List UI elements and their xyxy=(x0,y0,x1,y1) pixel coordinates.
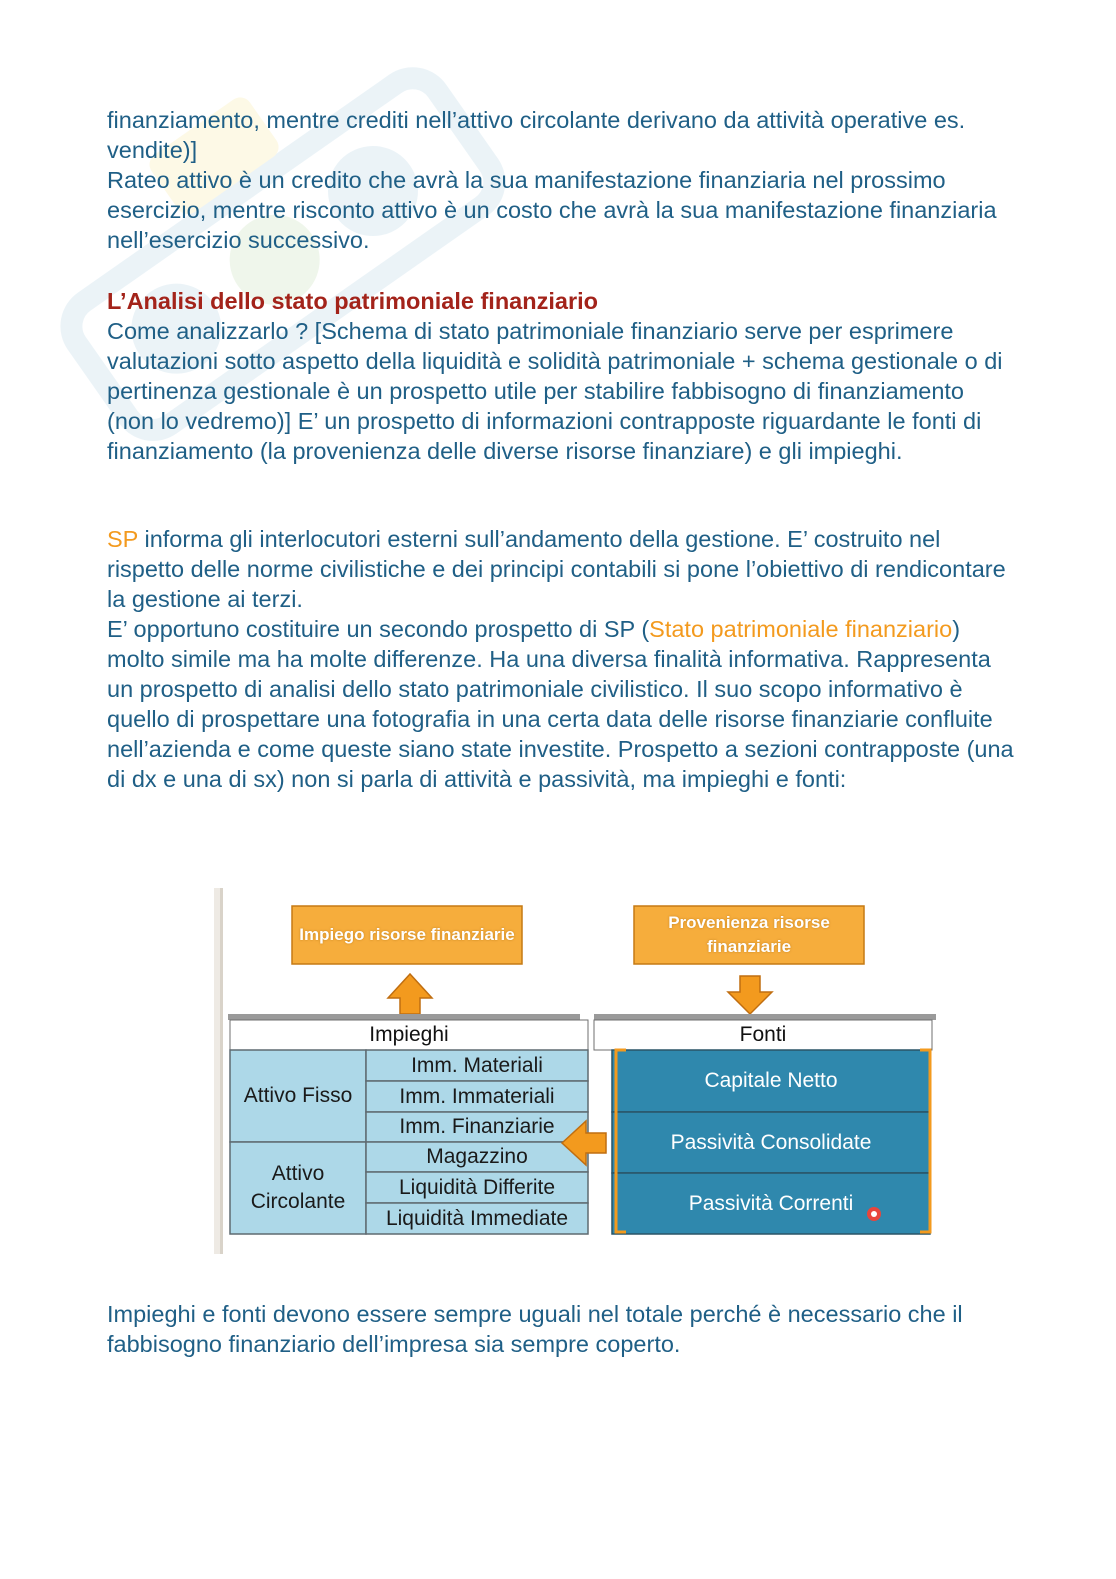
liquidita-differite-cell: Liquidità Differite xyxy=(398,1175,556,1199)
attivo-circolante-cell: Attivo Circolante xyxy=(250,1162,346,1213)
attivo-fisso-cell: Attivo Fisso xyxy=(243,1084,353,1107)
impieghi-header: Impieghi xyxy=(369,1023,449,1046)
impieghi-fonti-diagram xyxy=(214,888,938,1254)
paragraph-come-analizzarlo: Come analizzarlo ? [Schema di stato patrimoniale finanziario serve per esprimere valutazioni sotto aspetto della liquidità e solidità patrimoniale + schema gestionale o di pertinenza gestionale è un prospetto utile per stabilire fabbisogno di finanziamento (non lo vedremo)] E’ un prospetto di informazioni contrapposte riguardante le fonti di finanziamento (la provenienza delle diverse risorse finanziare) e gli impieghi. xyxy=(107,318,1003,464)
arrow-down-icon xyxy=(728,976,772,1014)
intro-paragraphs xyxy=(107,105,1017,255)
imm-finanziarie-cell: Imm. Finanziarie xyxy=(399,1115,555,1138)
passivita-correnti-cell: Passività Correnti xyxy=(688,1191,854,1215)
stato-patrimoniale-highlight: Stato patrimoniale finanziario xyxy=(649,616,953,642)
passivita-consolidate-cell: Passività Consolidate xyxy=(670,1130,872,1154)
paragraph-sp xyxy=(107,524,1017,614)
section-sp xyxy=(107,524,1017,794)
section-analisi xyxy=(107,286,1017,466)
magazzino-cell: Magazzino xyxy=(426,1145,528,1168)
paragraph-impieghi-fonti: Impieghi e fonti devono essere sempre uguali nel totale perché è necessario che il fabbisogno finanziario dell’impresa sia sempre coperto. xyxy=(107,1301,963,1357)
sp-text: informa gli interlocutori esterni sull’andamento della gestione. E’ costruito nel rispetto delle norme civilistiche e dei principi contabili si pone l’obiettivo di rendicontare la gestione ai terzi. xyxy=(107,526,1006,612)
section-heading: L’Analisi dello stato patrimoniale finanziario xyxy=(107,288,598,314)
paragraph-ratei: Rateo attivo è un credito che avrà la sua manifestazione finanziaria nel prossimo esercizio, mentre risconto attivo è un costo che avrà la sua manifestazione finanziaria nell’esercizio successivo. xyxy=(107,167,997,253)
sp-highlight: SP xyxy=(107,526,138,552)
provenienza-risorse-label: Provenienza risorse finanziarie xyxy=(668,913,830,956)
liquidita-immediate-cell: Liquidità Immediate xyxy=(385,1206,569,1230)
closing-paragraph xyxy=(107,1299,1017,1359)
fonti-header: Fonti xyxy=(739,1023,787,1046)
text-end: ) molto simile ma ha molte differenze. Ha una diversa finalità informativa. Rappresenta un prospetto di analisi dello stato patrimoniale civilistico. Il suo scopo informativo è quello di prospettare una fotografia in una certa data delle risorse finanziarie confluite nell’azienda e come queste siano state investite. Prospetto a sezioni contrapposte (una di dx e una di sx) non si parla di attività e passività, ma impieghi e fonti: xyxy=(107,616,1014,792)
text-start: E’ opportuno costituire un secondo prospetto di SP ( xyxy=(107,616,650,642)
impiego-risorse-label: Impiego risorse finanziarie xyxy=(299,925,515,944)
imm-materiali-cell: Imm. Materiali xyxy=(411,1053,543,1077)
imm-immateriali-cell: Imm. Immateriali xyxy=(399,1084,555,1108)
arrow-up-icon xyxy=(388,974,432,1014)
capitale-netto-cell: Capitale Netto xyxy=(704,1069,838,1092)
paragraph-continuation: finanziamento, mentre crediti nell’attivo circolante derivano da attività operative es. vendite)] xyxy=(107,107,966,163)
paragraph-secondo-prospetto xyxy=(107,614,1017,794)
